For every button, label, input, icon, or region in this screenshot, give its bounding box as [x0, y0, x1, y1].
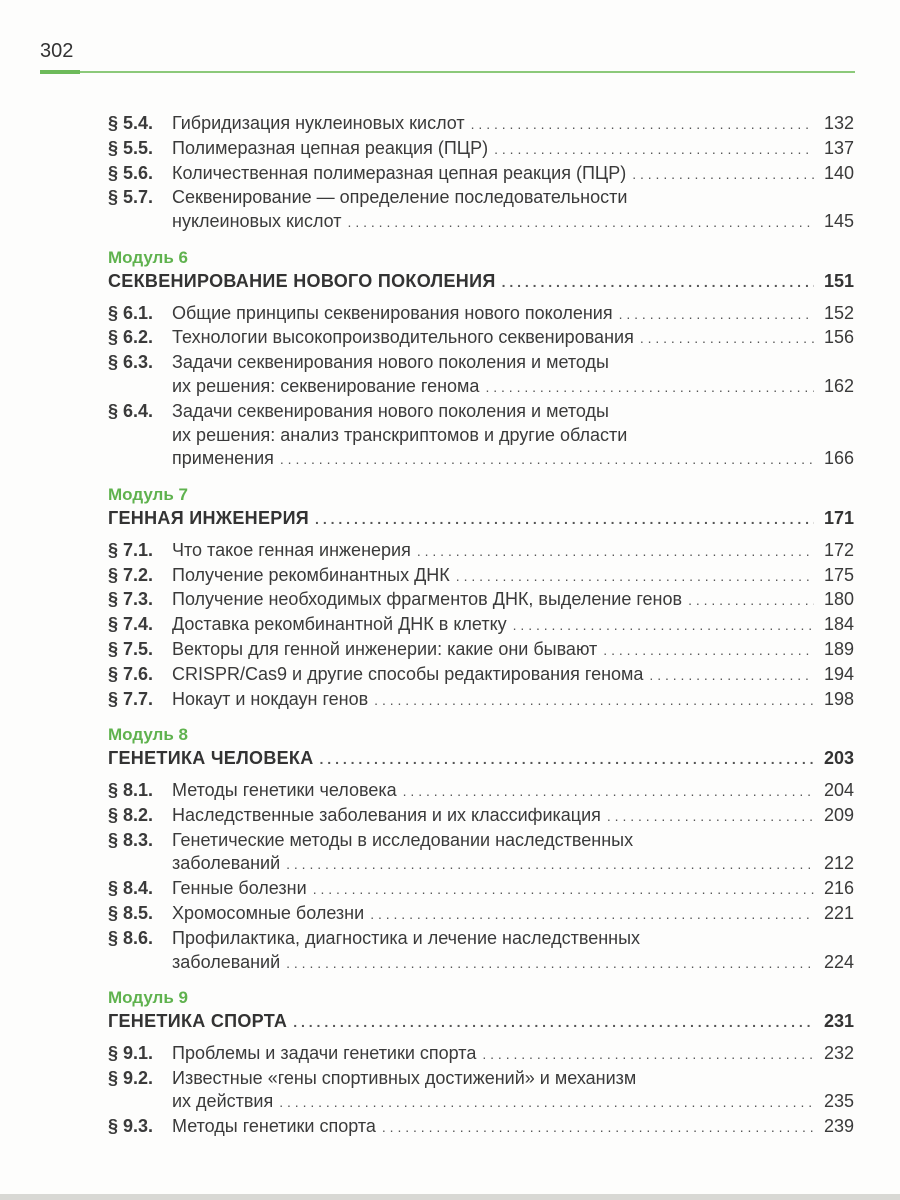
dot-leader	[417, 540, 814, 564]
section-title: Методы генетики спорта	[172, 1116, 376, 1137]
page-ref: 137	[823, 137, 854, 158]
page-ref: 175	[823, 564, 854, 585]
dot-leader	[286, 952, 814, 976]
section-title: Полимеразная цепная реакция (ПЦР)	[172, 137, 489, 158]
toc-line	[108, 688, 854, 713]
section-number: § 5.7.	[108, 187, 154, 208]
toc-line	[108, 447, 854, 472]
section-title: Общие принципы секвенирования нового поколения	[172, 302, 613, 323]
page-ref: 189	[823, 638, 854, 659]
toc-line	[108, 375, 854, 400]
dot-leader	[293, 1011, 814, 1035]
toc-entry[interactable]	[108, 564, 854, 589]
section-title: Задачи секвенирования нового поколения и методы	[172, 400, 609, 421]
dot-leader	[482, 1043, 814, 1067]
section-title: Векторы для генной инженерии: какие они бывают	[172, 638, 598, 659]
toc-line	[108, 302, 854, 327]
page-ref: 151	[823, 270, 854, 291]
toc-line	[108, 564, 854, 589]
page-ref: 224	[823, 951, 854, 972]
section-title: Гибридизация нуклеиновых кислот	[172, 113, 465, 133]
section-title: CRISPR/Cas9 и другие способы редактирования генома	[172, 663, 644, 684]
section-title: Генетические методы в исследовании наследственных	[172, 829, 634, 850]
module-title: СЕКВЕНИРОВАНИЕ НОВОГО ПОКОЛЕНИЯ	[108, 270, 496, 291]
section-title: Технологии высокопроизводительного секвенирования	[172, 327, 634, 348]
toc-entry[interactable]	[108, 1067, 854, 1116]
toc-entry[interactable]	[108, 927, 854, 976]
toc-entry[interactable]	[108, 1115, 854, 1140]
toc-entry[interactable]	[108, 877, 854, 902]
section-number: § 6.3.	[108, 352, 154, 373]
toc-line	[108, 1115, 854, 1140]
toc-line	[108, 852, 854, 877]
page-ref: 140	[823, 162, 854, 183]
section-title: их действия	[172, 1091, 274, 1112]
section-title: Получение необходимых фрагментов ДНК, выделение генов	[172, 589, 683, 610]
dot-leader	[370, 903, 814, 927]
toc-entry[interactable]	[108, 1042, 854, 1067]
toc-line	[108, 137, 854, 162]
dot-leader	[607, 805, 814, 829]
toc-entry[interactable]	[108, 186, 854, 235]
module-heading-entry[interactable]	[108, 270, 854, 295]
dot-leader	[315, 508, 814, 532]
module-title: ГЕННАЯ ИНЖЕНЕРИЯ	[108, 507, 310, 528]
section-number: § 8.2.	[108, 804, 154, 825]
toc-line	[108, 804, 854, 829]
toc-line	[108, 162, 854, 187]
toc-line	[108, 613, 854, 638]
toc-entry[interactable]	[108, 162, 854, 187]
toc-entry[interactable]	[108, 804, 854, 829]
dot-leader	[286, 853, 814, 877]
section-number: § 5.6.	[108, 162, 154, 183]
section-title: Методы генетики человека	[172, 779, 397, 800]
section-number: § 7.3.	[108, 589, 154, 610]
toc-line	[108, 638, 854, 663]
section-title: Известные «гены спортивных достижений» и механизм	[172, 1067, 637, 1088]
module-heading-entry[interactable]	[108, 1010, 854, 1035]
page-ref: 171	[823, 507, 854, 528]
toc-line	[108, 1067, 854, 1091]
section-title: применения	[172, 448, 274, 469]
dot-leader	[485, 376, 814, 400]
section-number: § 7.5.	[108, 638, 154, 659]
section-title: Что такое генная инженерия	[172, 539, 411, 560]
module-heading-entry[interactable]	[108, 507, 854, 532]
section-title: Хромосомные болезни	[172, 902, 365, 923]
page-ref: 221	[823, 902, 854, 923]
page-ref: 209	[823, 804, 854, 825]
dot-leader	[374, 689, 814, 713]
page-ref: 212	[823, 853, 854, 874]
section-title: их решения: анализ транскриптомов и другие области	[172, 424, 628, 445]
toc-entry[interactable]	[108, 613, 854, 638]
toc-line	[108, 424, 854, 448]
toc-line	[108, 829, 854, 853]
section-title: Генные болезни	[172, 878, 307, 899]
dot-leader	[513, 614, 814, 638]
module-heading-entry[interactable]	[108, 747, 854, 772]
dot-leader	[640, 327, 814, 351]
section-title: заболеваний	[172, 951, 281, 972]
toc-line	[108, 927, 854, 951]
section-number: § 6.1.	[108, 302, 154, 323]
toc-line	[108, 112, 854, 137]
toc-entry[interactable]	[108, 588, 854, 613]
section-number: § 7.2.	[108, 564, 154, 585]
header-rule	[40, 71, 855, 73]
dot-leader	[649, 664, 814, 688]
page-ref: 204	[823, 779, 854, 800]
section-number: § 8.3.	[108, 829, 154, 850]
section-number: § 9.3.	[108, 1116, 154, 1137]
toc-line	[108, 951, 854, 976]
dot-leader	[280, 448, 814, 472]
page-number: 302	[40, 40, 74, 62]
section-title: их решения: секвенирование генома	[172, 375, 480, 396]
section-number: § 7.1.	[108, 539, 154, 560]
module-label: Модуль 9	[108, 988, 188, 1008]
section-number: § 8.6.	[108, 927, 154, 948]
dot-leader	[313, 878, 814, 902]
dot-leader	[688, 589, 814, 613]
section-title: Количественная полимеразная цепная реакция (ПЦР)	[172, 162, 627, 183]
toc-line	[108, 539, 854, 564]
page-ref: 162	[823, 375, 854, 396]
section-number: § 8.1.	[108, 779, 154, 800]
dot-leader	[619, 303, 814, 327]
dot-leader	[348, 211, 814, 235]
page-ref: 156	[823, 327, 854, 348]
dot-leader	[603, 639, 814, 663]
toc-line	[108, 1042, 854, 1067]
toc-entry[interactable]	[108, 137, 854, 162]
section-title: Секвенирование — определение последовательности	[172, 187, 628, 208]
page-ref: 203	[823, 748, 854, 769]
dot-leader	[382, 1116, 814, 1140]
section-number: § 7.4.	[108, 614, 154, 635]
toc-entry[interactable]	[108, 688, 854, 713]
section-number: § 8.4.	[108, 878, 154, 899]
toc-entry[interactable]	[108, 400, 854, 472]
section-number: § 7.7.	[108, 688, 154, 709]
page-edge	[0, 1194, 900, 1200]
page-ref: 194	[823, 663, 854, 684]
section-number: § 8.5.	[108, 902, 154, 923]
section-number: § 6.4.	[108, 400, 154, 421]
toc-entry[interactable]	[108, 663, 854, 688]
section-title: заболеваний	[172, 853, 281, 874]
toc-entry[interactable]	[108, 779, 854, 804]
section-number: § 9.1.	[108, 1042, 154, 1063]
page-ref: 198	[823, 688, 854, 709]
table-of-contents	[108, 112, 854, 1140]
page-ref: 216	[823, 878, 854, 899]
toc-entry[interactable]	[108, 539, 854, 564]
page-ref: 232	[823, 1042, 854, 1063]
module-label: Модуль 7	[108, 485, 188, 505]
toc-line	[108, 186, 854, 210]
page-ref: 166	[823, 448, 854, 469]
toc-line	[108, 210, 854, 235]
dot-leader	[403, 780, 814, 804]
toc-line	[108, 877, 854, 902]
section-number: § 5.5.	[108, 137, 154, 158]
toc-entry[interactable]	[108, 112, 854, 137]
dot-leader	[320, 748, 814, 772]
dot-leader	[456, 565, 814, 589]
page-ref: 145	[823, 211, 854, 232]
toc-entry[interactable]	[108, 902, 854, 927]
toc-line	[108, 326, 854, 351]
dot-leader	[279, 1091, 814, 1115]
section-number: § 9.2.	[108, 1067, 154, 1088]
page-ref: 235	[823, 1091, 854, 1112]
page-ref: 152	[823, 302, 854, 323]
module-label: Модуль 8	[108, 725, 188, 745]
section-number: § 6.2.	[108, 327, 154, 348]
page-ref: 184	[823, 614, 854, 635]
page-ref: 239	[823, 1116, 854, 1137]
module-title: ГЕНЕТИКА СПОРТА	[108, 1011, 288, 1032]
section-title: Профилактика, диагностика и лечение наследственных	[172, 927, 641, 948]
section-title: Наследственные заболевания и их классификация	[172, 804, 601, 825]
toc-line	[108, 1090, 854, 1115]
section-title: Получение рекомбинантных ДНК	[172, 564, 450, 585]
toc-line	[108, 902, 854, 927]
section-title: Задачи секвенирования нового поколения и методы	[172, 352, 609, 373]
toc-line	[108, 663, 854, 688]
toc-entry[interactable]	[108, 638, 854, 663]
page-ref: 132	[823, 113, 854, 133]
dot-leader	[632, 163, 814, 187]
section-number: § 5.4.	[108, 113, 154, 133]
toc-line	[108, 400, 854, 424]
dot-leader	[471, 113, 814, 137]
dot-leader	[502, 271, 814, 295]
page-ref: 172	[823, 539, 854, 560]
section-title: Нокаут и нокдаун генов	[172, 688, 369, 709]
toc-entry[interactable]	[108, 351, 854, 400]
toc-entry[interactable]	[108, 302, 854, 327]
section-title: Доставка рекомбинантной ДНК в клетку	[172, 614, 507, 635]
section-number: § 7.6.	[108, 663, 154, 684]
toc-line	[108, 588, 854, 613]
header-rule-accent	[40, 70, 80, 74]
section-title: нуклеиновых кислот	[172, 211, 342, 232]
toc-line	[108, 779, 854, 804]
module-title: ГЕНЕТИКА ЧЕЛОВЕКА	[108, 748, 314, 769]
toc-entry[interactable]	[108, 326, 854, 351]
module-label: Модуль 6	[108, 247, 188, 267]
section-title: Проблемы и задачи генетики спорта	[172, 1042, 477, 1063]
page-ref: 231	[823, 1011, 854, 1032]
page-ref: 180	[823, 589, 854, 610]
toc-line	[108, 351, 854, 375]
toc-entry[interactable]	[108, 829, 854, 878]
dot-leader	[494, 138, 814, 162]
